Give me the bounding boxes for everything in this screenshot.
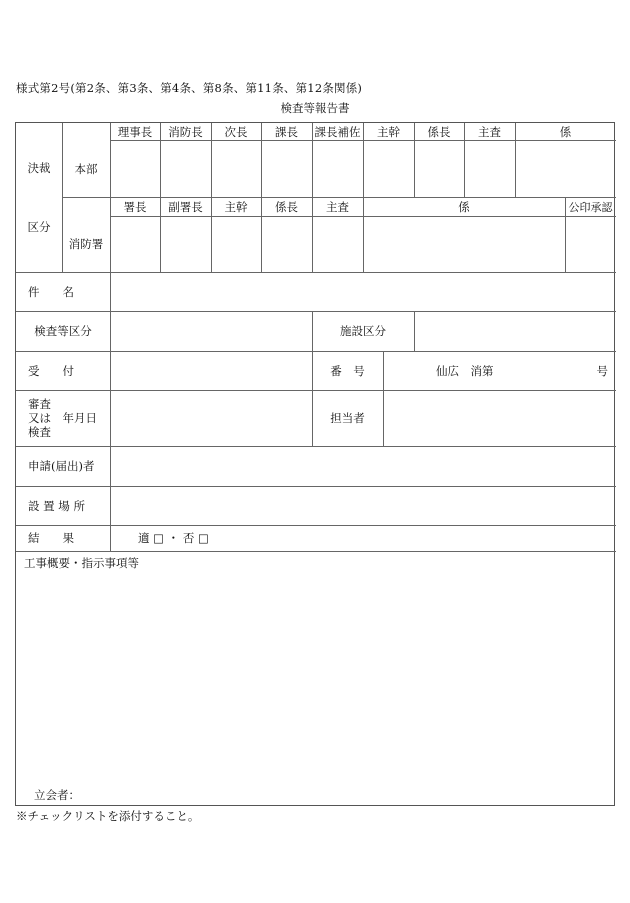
header-kacho-hosa: 課長補佐 — [314, 124, 361, 139]
header-rijicho: 理事長 — [117, 124, 153, 139]
header-shobocho: 消防長 — [168, 124, 203, 139]
bango-label: 番 号 — [330, 363, 365, 378]
header-shukan-sho: 主幹 — [224, 199, 248, 214]
gaiyou-label: 工事概要・指示事項等 — [24, 556, 139, 570]
header-kakari-sho: 係 — [458, 199, 470, 214]
header-fukushocho: 副署長 — [168, 199, 203, 214]
kekka-label: 結 果 — [28, 531, 74, 545]
document-title: 検査等報告書 — [280, 101, 350, 115]
shobosho-label: 消防署 — [68, 237, 104, 251]
header-jicho: 次長 — [224, 124, 248, 139]
shisetsu-kubun-label: 施設区分 — [340, 324, 386, 338]
bango-suffix: 号 — [596, 363, 608, 378]
footer-note: ※チェックリストを添付すること。 — [16, 809, 200, 823]
kensa-text: 検査 — [28, 425, 51, 439]
tachiaisha-label: 立会者： — [34, 788, 80, 802]
header-kakaricho: 係長 — [427, 124, 451, 139]
kessai-label: 決裁 — [27, 161, 51, 175]
inspection-report-form — [15, 122, 615, 806]
header-shocho: 署長 — [123, 199, 147, 214]
shinsa-kensa-label — [28, 390, 110, 446]
kubun-label: 区分 — [27, 220, 51, 234]
kekka-options[interactable]: 適 □ ・ 否 □ — [138, 531, 209, 545]
header-shusa: 主査 — [478, 124, 501, 139]
secchi-basho-label: 設 置 場 所 — [28, 498, 85, 513]
kensa-kubun-label: 検査等区分 — [34, 324, 92, 338]
matawa-nengappi-text: 又は 年月日 — [28, 411, 97, 425]
bango-prefix: 仙広 消第 — [436, 363, 494, 378]
kenmei-label — [28, 272, 98, 311]
shinsei-label: 申請(届出)者 — [28, 459, 95, 473]
kenmei-text: 件 名 — [28, 284, 74, 299]
header-shukan: 主幹 — [377, 124, 400, 139]
honbu-label: 本部 — [74, 161, 98, 176]
form-number: 様式第2号(第2条、第3条、第4条、第8条、第11条、第12条関係) — [16, 81, 363, 95]
shinsa-text: 審査 — [28, 397, 51, 411]
header-koin-shonin: 公印承認 — [568, 200, 613, 214]
header-kakari: 係 — [559, 124, 572, 139]
tantousha-label: 担当者 — [330, 411, 365, 425]
uketsuke-label: 受 付 — [28, 363, 74, 378]
header-kakaricho-sho: 係長 — [275, 199, 298, 214]
header-shusa-sho: 主査 — [326, 199, 349, 214]
header-kacho: 課長 — [275, 124, 298, 139]
